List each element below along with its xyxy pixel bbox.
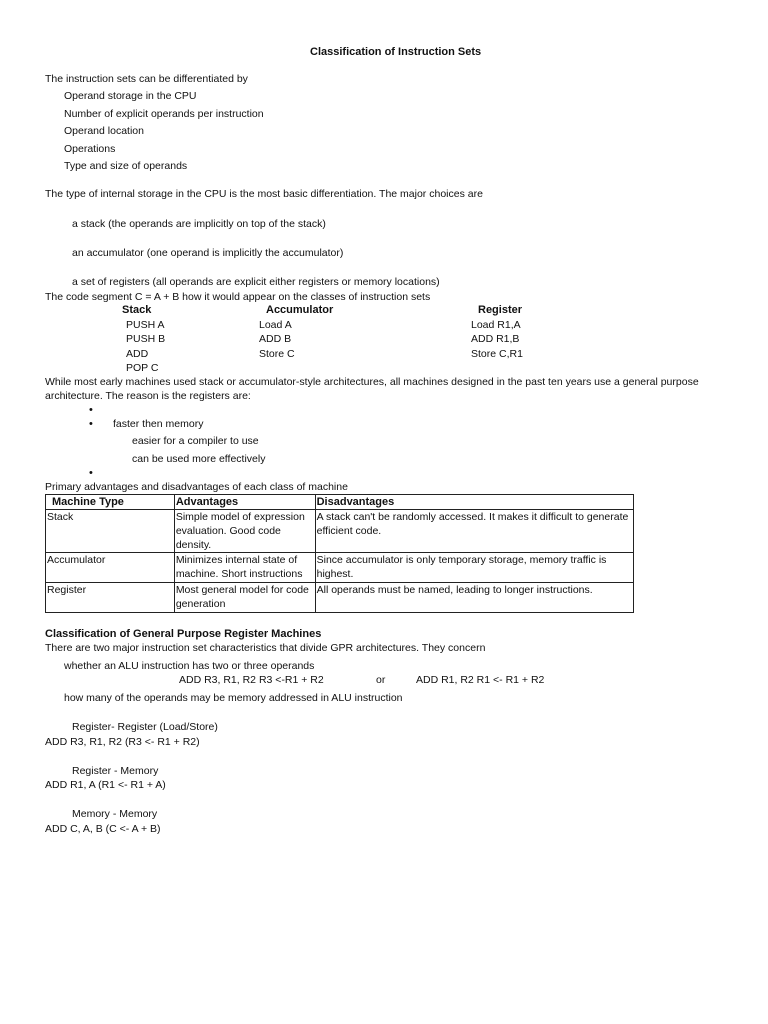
characteristic-1: whether an ALU instruction has two or three operands bbox=[64, 660, 315, 672]
code-header-accumulator: Accumulator bbox=[266, 304, 334, 316]
reason-item: easier for a compiler to use bbox=[132, 435, 259, 447]
code-cell: ADD B bbox=[259, 333, 292, 345]
criteria-item: Operations bbox=[64, 143, 116, 155]
gpr-paragraph: architecture. The reason is the registers are: bbox=[45, 390, 251, 402]
characteristic-2: how many of the operands may be memory addressed in ALU instruction bbox=[64, 692, 403, 704]
header-machine-type: Machine Type bbox=[46, 495, 175, 510]
gpr-heading: Classification of General Purpose Register Machines bbox=[45, 628, 322, 640]
storage-choice: a stack (the operands are implicitly on top of the stack) bbox=[72, 218, 326, 230]
mode-example: ADD C, A, B (C <- A + B) bbox=[45, 823, 161, 835]
bullet: • bbox=[89, 418, 93, 430]
three-operand-example: ADD R3, R1, R2 R3 <-R1 + R2 bbox=[179, 674, 324, 686]
code-cell: PUSH A bbox=[126, 319, 165, 331]
table-cell: Simple model of expression evaluation. Good code density. bbox=[174, 510, 315, 553]
header-disadvantages: Disadvantages bbox=[315, 495, 633, 510]
table-cell: A stack can't be randomly accessed. It makes it difficult to generate efficient code. bbox=[315, 510, 633, 553]
code-intro: The code segment C = A + B how it would appear on the classes of instruction sets bbox=[45, 291, 431, 303]
mode-name: Register- Register (Load/Store) bbox=[72, 721, 218, 733]
table-row bbox=[46, 510, 634, 553]
mode-name: Register - Memory bbox=[72, 765, 159, 777]
table-header-row bbox=[46, 495, 634, 510]
code-cell: Store C,R1 bbox=[471, 348, 523, 360]
advantages-table bbox=[45, 494, 634, 613]
table-cell: Stack bbox=[46, 510, 175, 553]
code-header-stack: Stack bbox=[122, 304, 152, 316]
criteria-item: Operand storage in the CPU bbox=[64, 90, 197, 102]
reason-item: faster then memory bbox=[113, 418, 204, 430]
code-header-register: Register bbox=[478, 304, 523, 316]
code-cell: ADD bbox=[126, 348, 149, 360]
bullet: • bbox=[89, 467, 93, 479]
code-cell: ADD R1,B bbox=[471, 333, 520, 345]
header-advantages: Advantages bbox=[174, 495, 315, 510]
page-title: Classification of Instruction Sets bbox=[310, 46, 482, 58]
table-row bbox=[46, 553, 634, 583]
or-text: or bbox=[376, 674, 386, 686]
mode-name: Memory - Memory bbox=[72, 808, 158, 820]
criteria-item: Type and size of operands bbox=[64, 160, 188, 172]
mode-example: ADD R1, A (R1 <- R1 + A) bbox=[45, 779, 166, 791]
gpr-intro: There are two major instruction set characteristics that divide GPR architectures. They concern bbox=[45, 642, 486, 654]
code-cell: PUSH B bbox=[126, 333, 166, 345]
mode-example: ADD R3, R1, R2 (R3 <- R1 + R2) bbox=[45, 736, 200, 748]
table-cell: All operands must be named, leading to longer instructions. bbox=[315, 583, 633, 613]
table-cell: Accumulator bbox=[46, 553, 175, 583]
code-cell: Load A bbox=[259, 319, 292, 331]
storage-choice: an accumulator (one operand is implicitly the accumulator) bbox=[72, 247, 344, 259]
reason-item: can be used more effectively bbox=[132, 453, 266, 465]
storage-choice: a set of registers (all operands are explicit either registers or memory locations) bbox=[72, 276, 440, 288]
gpr-paragraph: While most early machines used stack or accumulator-style architectures, all machines designed in the past ten years use a general purpose bbox=[45, 376, 699, 388]
table-cell: Minimizes internal state of machine. Short instructions bbox=[174, 553, 315, 583]
table-cell: Register bbox=[46, 583, 175, 613]
bullet: • bbox=[89, 404, 93, 416]
storage-intro: The type of internal storage in the CPU is the most basic differentiation. The major choices are bbox=[45, 188, 483, 200]
table-cell: Most general model for code generation bbox=[174, 583, 315, 613]
code-cell: POP C bbox=[126, 362, 159, 374]
two-operand-example: ADD R1, R2 R1 <- R1 + R2 bbox=[416, 674, 545, 686]
code-cell: Store C bbox=[259, 348, 295, 360]
intro-text: The instruction sets can be differentiated by bbox=[45, 73, 248, 85]
criteria-item: Operand location bbox=[64, 125, 144, 137]
code-cell: Load R1,A bbox=[471, 319, 521, 331]
table-cell: Since accumulator is only temporary storage, memory traffic is highest. bbox=[315, 553, 633, 583]
criteria-item: Number of explicit operands per instruction bbox=[64, 108, 264, 120]
table-row bbox=[46, 583, 634, 613]
adv-intro: Primary advantages and disadvantages of each class of machine bbox=[45, 481, 348, 493]
